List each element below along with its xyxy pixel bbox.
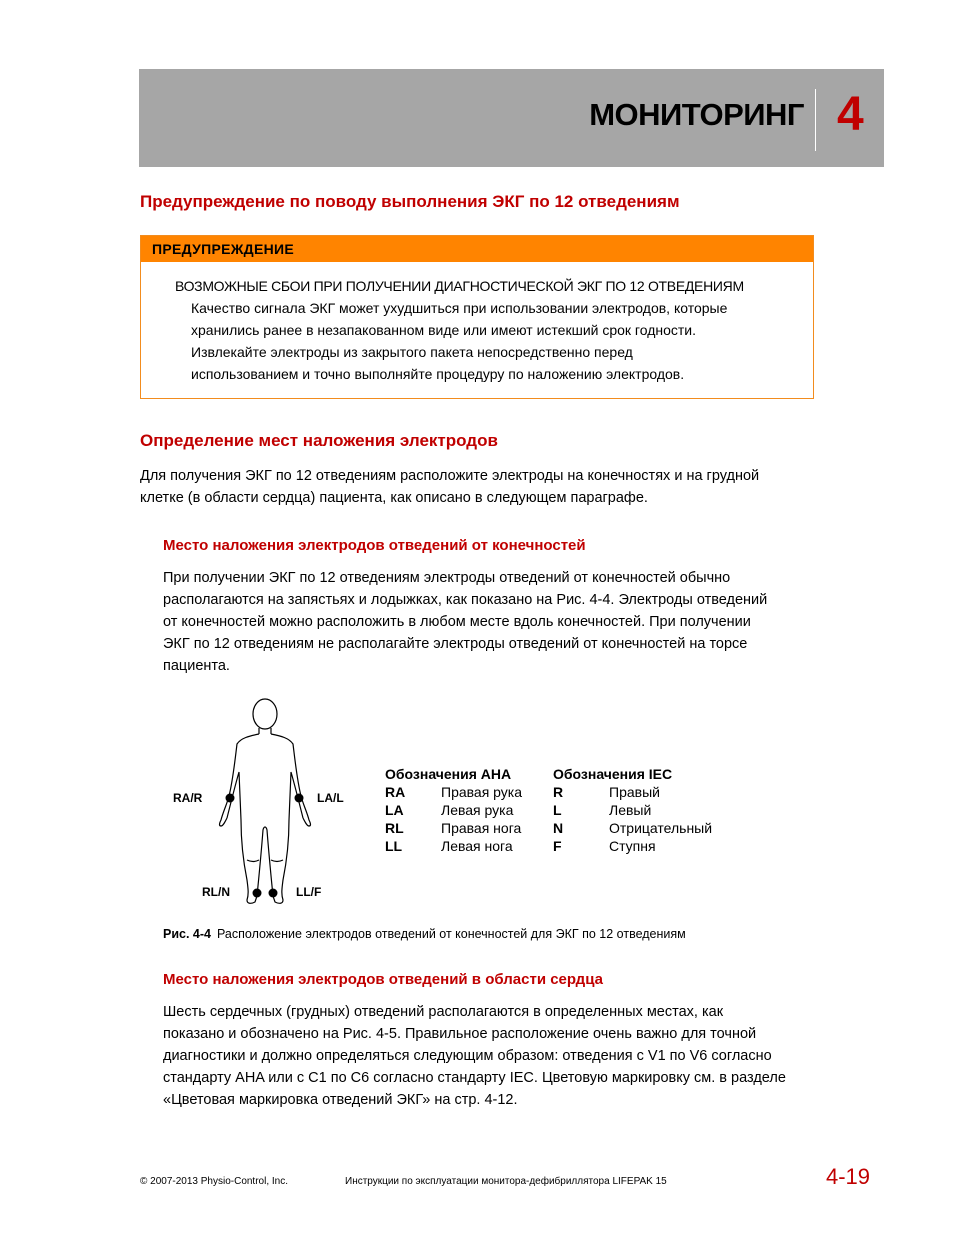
table-header-row — [385, 766, 712, 784]
warning-text — [191, 297, 791, 385]
section-heading-electrodes: Определение мест наложения электродов — [140, 431, 498, 450]
electrode-ra-dot — [226, 794, 235, 803]
iec-code: R — [553, 784, 564, 800]
chapter-header — [139, 69, 884, 167]
subheading-chest-leads: Место наложения электродов отведений в области сердца — [163, 971, 603, 988]
text-line: стандарту AHA или с C1 по C6 согласно стандарту IEC. Цветовую маркировку см. в разделе — [163, 1070, 786, 1086]
iec-desc: Ступня — [609, 838, 656, 854]
warning-line: использованием и точно выполняйте процедуру по наложению электродов. — [191, 366, 685, 382]
aha-code: LL — [385, 838, 403, 854]
text-line: располагаются на запястьях и лодыжках, как показано на Рис. 4-4. Электроды отведений — [163, 592, 768, 608]
iec-code: L — [553, 802, 562, 818]
table-row — [385, 820, 712, 838]
chapter-title: МОНИТОРИНГ — [589, 97, 804, 132]
warning-box — [140, 235, 814, 399]
aha-desc: Правая рука — [441, 784, 523, 800]
iec-header: Обозначения IEC — [553, 766, 673, 782]
electrode-ll-dot — [269, 889, 278, 898]
iec-desc: Правый — [609, 784, 660, 800]
warning-line: Качество сигнала ЭКГ может ухудшиться при использовании электродов, которые — [191, 300, 728, 316]
aha-code: RA — [385, 784, 406, 800]
warning-line: хранились ранее в незапакованном виде или имеют истекший срок годности. — [191, 322, 697, 338]
text-line: показано и обозначено на Рис. 4-5. Правильное расположение очень важно для точной — [163, 1026, 757, 1042]
text-line: диагностики и должно определяться следующим образом: отведения с V1 по V6 согласно — [163, 1048, 772, 1064]
footer-document-title: Инструкции по эксплуатации монитора-дефибриллятора LIFEPAK 15 — [345, 1176, 667, 1187]
text-line: клетке (в области сердца) пациента, как описано в следующем параграфе. — [140, 490, 648, 506]
table-row — [385, 784, 712, 802]
aha-code: LA — [385, 802, 404, 818]
chapter-number: 4 — [837, 88, 864, 141]
iec-desc: Левый — [609, 802, 652, 818]
figure-limb-leads — [163, 690, 823, 920]
caption-text: Расположение электродов отведений от конечностей для ЭКГ по 12 отведениям — [217, 927, 686, 941]
chapter-divider — [815, 89, 816, 151]
iec-code: F — [553, 838, 562, 854]
subheading-limb-leads: Место наложения электродов отведений от конечностей — [163, 537, 586, 554]
text-line: от конечностей можно расположить в любом месте вдоль конечностей. При получении — [163, 614, 751, 630]
warning-title: ВОЗМОЖНЫЕ СБОИ ПРИ ПОЛУЧЕНИИ ДИАГНОСТИЧЕСКОЙ ЭКГ ПО 12 ОТВЕДЕНИЯМ — [175, 278, 744, 294]
label-rl: RL/N — [202, 885, 230, 899]
footer-copyright: © 2007-2013 Physio-Control, Inc. — [140, 1176, 289, 1187]
aha-header: Обозначения AHA — [385, 766, 512, 782]
iec-desc: Отрицательный — [609, 820, 713, 836]
text-line: ЭКГ по 12 отведениям не располагайте электроды отведений от конечностей на торсе — [163, 636, 748, 652]
text-line: «Цветовая маркировка отведений ЭКГ» на стр. 4-12. — [163, 1092, 518, 1108]
aha-desc: Правая нога — [441, 820, 522, 836]
label-ll: LL/F — [296, 885, 322, 899]
paragraph-chest-leads — [163, 1001, 823, 1111]
table-row — [385, 838, 712, 856]
aha-desc: Левая нога — [441, 838, 513, 854]
aha-desc: Левая рука — [441, 802, 514, 818]
table-row — [385, 802, 712, 820]
electrode-rl-dot — [253, 889, 262, 898]
paragraph-intro — [140, 465, 820, 509]
lead-designation-table — [385, 766, 712, 856]
label-ra: RA/R — [173, 791, 203, 805]
text-line: пациента. — [163, 658, 230, 674]
text-line: Для получения ЭКГ по 12 отведениям расположите электроды на конечностях и на грудной — [140, 468, 760, 484]
paragraph-limb-leads — [163, 567, 823, 677]
warning-line: Извлекайте электроды из закрытого пакета непосредственно перед — [191, 344, 633, 360]
aha-code: RL — [385, 820, 404, 836]
caption-number: Рис. 4-4 — [163, 927, 211, 941]
body-outline-illustration — [163, 690, 363, 920]
warning-label: ПРЕДУПРЕЖДЕНИЕ — [141, 236, 813, 262]
figure-caption — [163, 927, 686, 941]
label-la: LA/L — [317, 791, 344, 805]
text-line: Шесть сердечных (грудных) отведений располагаются в определенных местах, как — [163, 1004, 724, 1020]
text-line: При получении ЭКГ по 12 отведениям электроды отведений от конечностей обычно — [163, 570, 731, 586]
iec-code: N — [553, 820, 564, 836]
section-heading-warning: Предупреждение по поводу выполнения ЭКГ по 12 отведениям — [140, 192, 680, 211]
page-number: 4-19 — [826, 1164, 871, 1189]
electrode-la-dot — [295, 794, 304, 803]
